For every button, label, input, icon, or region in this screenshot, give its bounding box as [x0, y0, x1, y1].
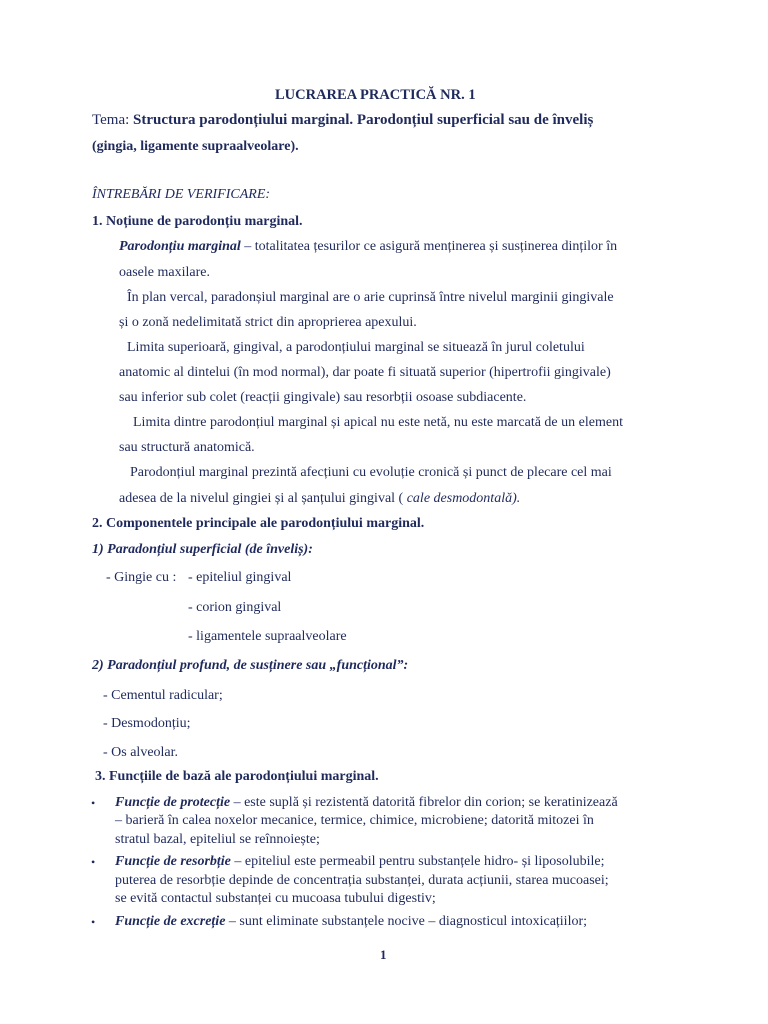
- paragraph-4-line-1: Limita dintre parodonțiul marginal și apical nu este netă, nu este marcată de un element: [133, 415, 623, 430]
- bullet-icon: •: [91, 855, 96, 869]
- paragraph-5-line-2: [119, 490, 520, 508]
- function-1-line-2: – barieră în calea noxelor mecanice, termice, chimice, microbiene; datorită mitozei în: [115, 813, 594, 828]
- section-3-heading: 3. Funcțiile de bază ale parodonțiului marginal.: [95, 769, 379, 784]
- term-functie-excretie: Funcție de excreție: [115, 914, 226, 929]
- profund-item: - Desmodonțiu;: [103, 716, 191, 731]
- paragraph-4-line-2: sau structură anatomică.: [119, 440, 255, 455]
- function-2-line-2: puterea de resorbție depinde de concentrația substanței, durata acțiunii, starea mucoasei;: [115, 873, 609, 888]
- function-2-line-3: se evită contactul substanței cu mucoasa tubului digestiv;: [115, 891, 436, 906]
- page-number: 1: [380, 947, 387, 962]
- term-parodontiu-marginal: Parodonțiu marginal: [119, 239, 241, 254]
- term-functie-protectie: Funcție de protecție: [115, 795, 231, 810]
- function-1-line-1: [115, 794, 618, 812]
- paragraph-2-line-2: și o zonă nedelimitată strict din aproprierea apexului.: [119, 315, 417, 330]
- paragraph-1-line-2: oasele maxilare.: [119, 265, 210, 280]
- term-cale-desmodontala: cale desmodontală).: [406, 491, 521, 506]
- function-2-line-1: [115, 853, 605, 871]
- questions-heading: ÎNTREBĂRI DE VERIFICARE:: [92, 187, 271, 202]
- bullet-icon: •: [91, 915, 96, 929]
- gingie-item: - ligamentele supraalveolare: [188, 629, 347, 644]
- bullet-icon: •: [91, 796, 96, 810]
- profund-item: - Cementul radicular;: [103, 688, 223, 703]
- function-2-text: – epiteliul este permeabil pentru substanțele hidro- și liposolubile;: [230, 854, 605, 869]
- gingie-item: - corion gingival: [188, 600, 282, 615]
- subheading-parodontiu-profund: 2) Paradonțiul profund, de susținere sau „funcțional”:: [92, 658, 409, 673]
- subheading-parodontiu-superficial: 1) Paradonțiul superficial (de înveliș):: [92, 542, 313, 557]
- function-3-line-1: [115, 913, 587, 931]
- paragraph-5-line-1: Parodonțiul marginal prezintă afecțiuni cu evoluție cronică și punct de plecare cel mai: [130, 465, 612, 480]
- function-1-text: – este suplă și rezistentă datorită fibrelor din corion; se keratinizează: [230, 795, 618, 810]
- function-1-line-3: stratul bazal, epiteliul se reînnoiește;: [115, 832, 320, 847]
- paragraph-3-line-1: Limita superioară, gingival, a parodonțiului marginal se situează în jurul coletului: [127, 340, 585, 355]
- tema-line: [92, 111, 593, 129]
- paragraph-3-line-3: sau inferior sub colet (reacții gingivale) sau resorbții osoase subdiacente.: [119, 390, 527, 405]
- profund-item: - Os alveolar.: [103, 745, 179, 760]
- paragraph-1-text: – totalitatea țesurilor ce asigură menținerea și susținerea dinților în: [240, 239, 618, 254]
- paragraph-5-text: adesea de la nivelul gingiei și al șanțului gingival (: [119, 491, 407, 506]
- term-functie-resorbtie: Funcție de resorbție: [115, 854, 231, 869]
- gingie-item: - epiteliul gingival: [188, 570, 292, 585]
- section-2-heading: 2. Componentele principale ale parodonțiului marginal.: [92, 516, 425, 531]
- gingie-label: - Gingie cu :: [106, 570, 177, 585]
- page-title: LUCRAREA PRACTICĂ NR. 1: [275, 87, 476, 103]
- tema-label: Tema:: [92, 112, 130, 128]
- paragraph-2-line-1: În plan vercal, paradonșiul marginal are o arie cuprinsă între nivelul marginii gingivale: [127, 290, 614, 305]
- tema-continuation: (gingia, ligamente supraalveolare).: [92, 139, 299, 154]
- tema-text: Structura parodonțiului marginal. Parodonțiul superficial sau de înveliș: [133, 112, 594, 128]
- paragraph-3-line-2: anatomic al dintelui (în mod normal), dar poate fi situată superior (hipertrofii gingivale): [119, 365, 611, 380]
- paragraph-1-line-1: [119, 238, 617, 256]
- section-1-heading: 1. Noțiune de parodonțiu marginal.: [92, 214, 303, 229]
- function-3-text: – sunt eliminate substanțele nocive – diagnosticul intoxicațiilor;: [225, 914, 588, 929]
